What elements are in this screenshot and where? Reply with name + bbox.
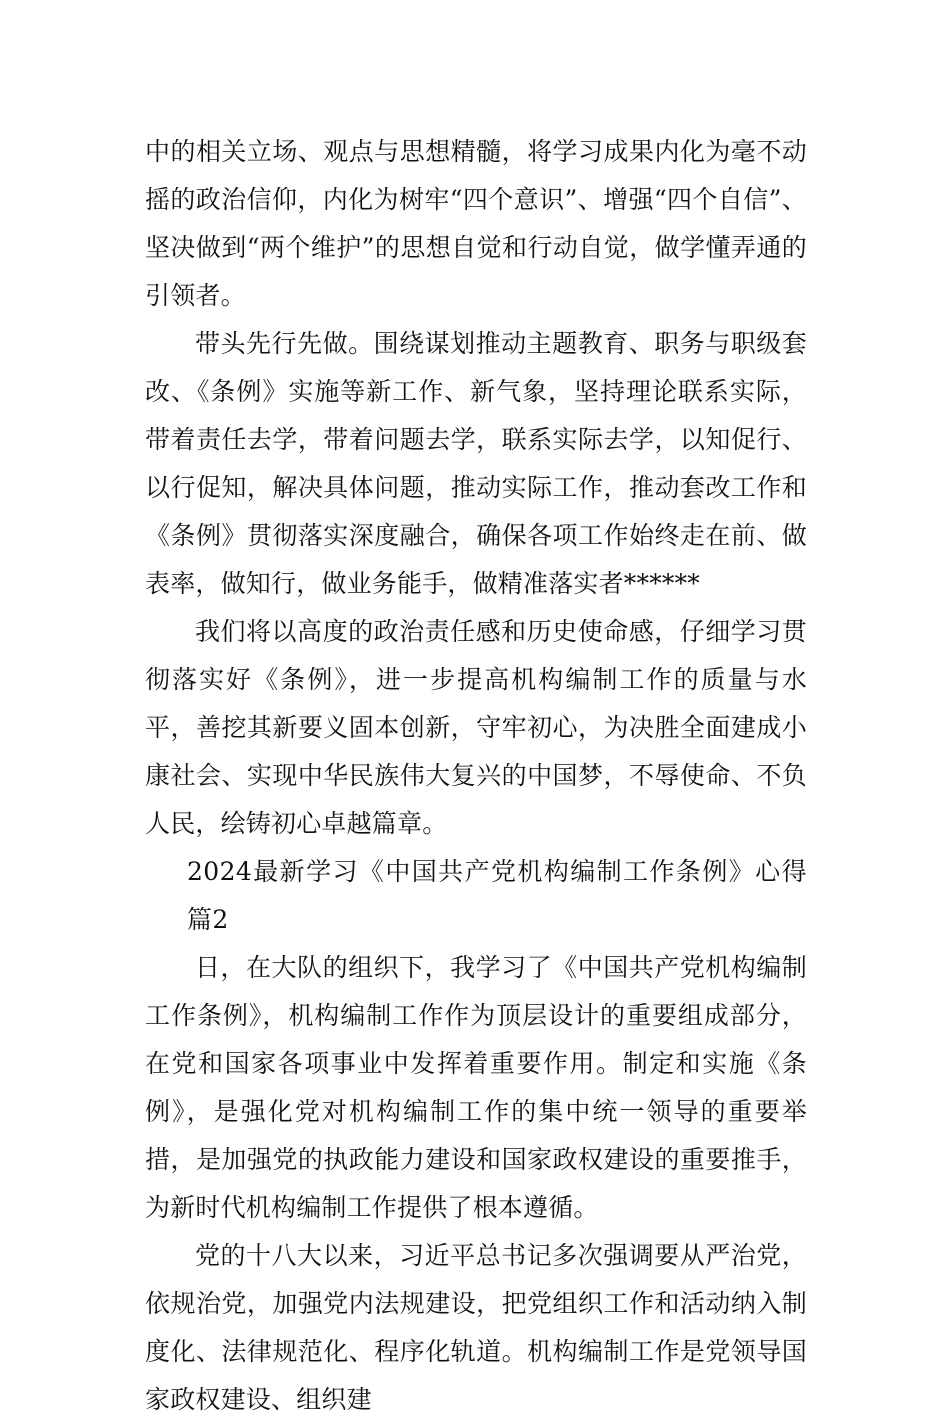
paragraph-lead-by-example: 带头先行先做。围绕谋划推动主题教育、职务与职级套改、《条例》实施等新工作、新气象，坚持理论联系实际，带着责任去学，带着问题去学，联系实际去学，以知促行、以行促知，解决具体问题，推动实际工作，推动套改工作和《条例》贯彻落实深度融合，确保各项工作始终走在前、做表率，做知行，做业务能手，做精准落实者****** bbox=[145, 329, 807, 598]
paragraph-study-regulation: 日，在大队的组织下，我学习了《中国共产党机构编制工作条例》，机构编制工作作为顶层设计的重要组成部分，在党和国家各项事业中发挥着重要作用。制定和实施《条例》，是强化党对机构编制工作的集中统一领导的重要举措，是加强党的执政能力建设和国家政权建设的重要推手，为新时代机构编制工作提供了根本遵循。 bbox=[145, 953, 807, 1222]
paragraph-commitment: 我们将以高度的政治责任感和历史使命感，仔细学习贯彻落实好《条例》，进一步提高机构编制工作的质量与水平，善挖其新要义固本创新，守牢初心，为决胜全面建成小康社会、实现中华民族伟大复兴的中国梦，不辱使命、不负人民，绘铸初心卓越篇章。 bbox=[145, 617, 807, 838]
paragraph-party-building: 党的十八大以来，习近平总书记多次强调要从严治党，依规治党，加强党内法规建设，把党组织工作和活动纳入制度化、法律规范化、程序化轨道。机构编制工作是党领导国家政权建设、组织建 bbox=[145, 1241, 807, 1414]
document-body bbox=[145, 128, 824, 1424]
section-heading: 2024最新学习《中国共产党机构编制工作条例》心得 篇2 bbox=[187, 857, 824, 934]
paragraph-continued: 中的相关立场、观点与思想精髓，将学习成果内化为毫不动摇的政治信仰，内化为树牢“四个意识”、增强“四个自信”、坚决做到“两个维护”的思想自觉和行动自觉，做学懂弄通的引领者。 bbox=[145, 137, 807, 310]
